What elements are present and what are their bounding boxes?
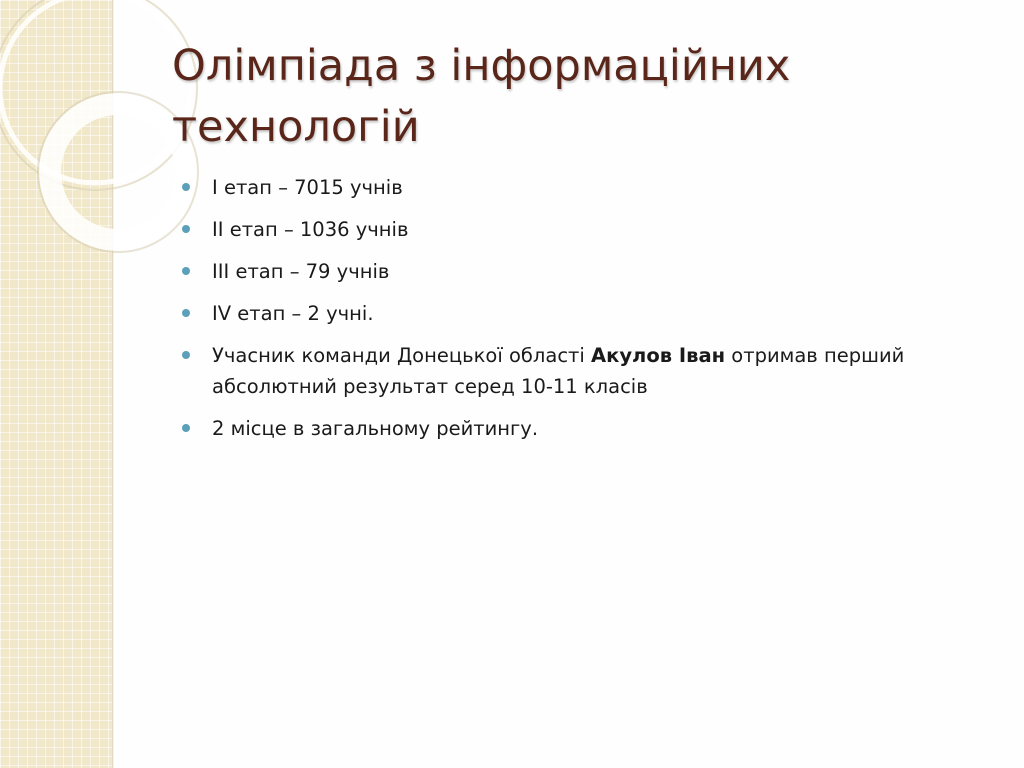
round-bullet-icon	[182, 351, 190, 359]
bullet-text: ІІІ етап – 79 учнів	[212, 260, 390, 283]
list-item	[182, 214, 952, 245]
round-bullet-icon	[182, 183, 190, 191]
bullet-list	[182, 172, 952, 455]
list-item	[182, 298, 952, 329]
round-bullet-icon	[182, 267, 190, 275]
bullet-text: 2 місце в загальному рейтингу.	[212, 417, 539, 440]
bullet-text: IV етап – 2 учні.	[212, 302, 374, 325]
bullet-text: ІІ етап – 1036 учнів	[212, 218, 409, 241]
list-item	[182, 340, 952, 402]
bullet-text-prefix: Учасник команди Донецької області	[212, 344, 592, 367]
round-bullet-icon	[182, 309, 190, 317]
list-item	[182, 413, 952, 444]
slide-title: Олімпіада з інформаційних технологій	[172, 41, 791, 152]
bullet-text-suffix: отримав перший абсолютний результат серед 10-11 класів	[212, 344, 905, 398]
round-bullet-icon	[182, 424, 190, 432]
list-item	[182, 256, 952, 287]
list-item	[182, 172, 952, 203]
student-name: Акулов Іван	[591, 344, 726, 367]
ring-decoration	[0, 0, 200, 260]
round-bullet-icon	[182, 225, 190, 233]
bullet-text: І етап – 7015 учнів	[212, 176, 403, 199]
